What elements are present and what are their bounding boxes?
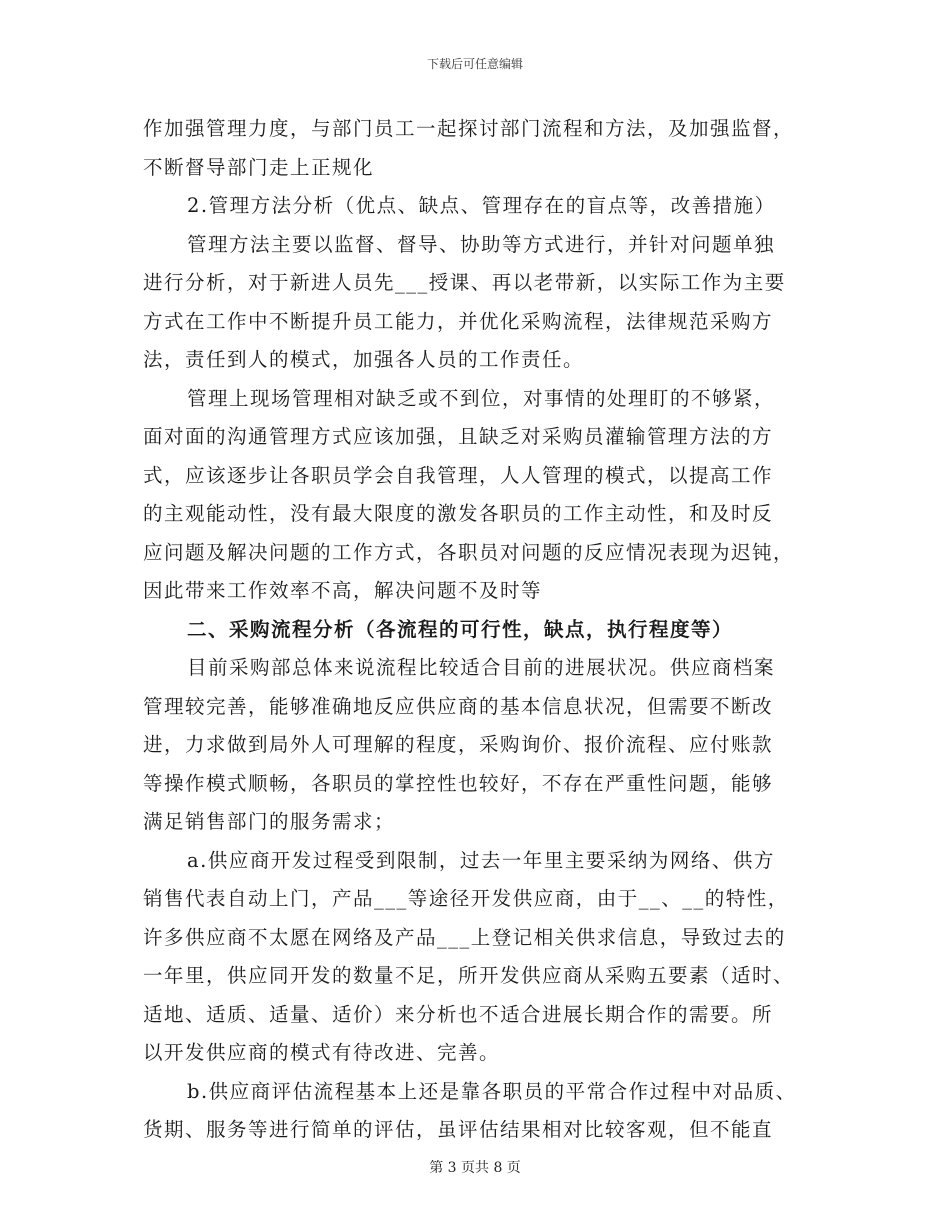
text-line: 管理较完善，能够准确地反应供应商的基本信息状况，但需要不断改 [143, 694, 774, 718]
text-line: 以开发供应商的模式有待改进、完善。 [143, 1041, 501, 1064]
text-line: 应问题及解决问题的工作方式，各职员对问题的反应情况表现为迟钝， [143, 540, 795, 564]
text-line: 货期、服务等进行简单的评估，虽评估结果相对比较客观，但不能直 [143, 1118, 774, 1141]
page-footer: 第 3 页共 8 页 [429, 1160, 521, 1176]
text-line: 管理上现场管理相对缺乏或不到位，对事情的处理盯的不够紧， [187, 386, 776, 410]
text-line: a.供应商开发过程受到限制，过去一年里主要采纳为网络、供方 [187, 848, 775, 872]
document-body [143, 110, 808, 1150]
text-line: 作加强管理力度，与部门员工一起探讨部门流程和方法，及加强监督， [143, 117, 795, 140]
text-line: 因此带来工作效率不高，解决问题不及时等 [143, 579, 543, 602]
text-line: 一年里，供应同开发的数量不足，所开发供应商从采购五要素（适时、 [143, 964, 795, 987]
text-line: 法，责任到人的模式，加强各人员的工作责任。 [143, 348, 585, 371]
text-line: 面对面的沟通管理方式应该加强，且缺乏对采购员灌输管理方法的方 [143, 425, 774, 448]
text-line: 进，力求做到局外人可理解的程度，采购询价、报价流程、应付账款 [143, 733, 774, 756]
text-line: 许多供应商不太愿在网络及产品___上登记相关供求信息，导致过去的 [143, 925, 786, 949]
text-line: 等操作模式顺畅，各职员的掌控性也较好，不存在严重性问题，能够 [143, 771, 774, 795]
text-line: b.供应商评估流程基本上还是靠各职员的平常合作过程中对品质、 [187, 1079, 797, 1103]
text-line: 式，应该逐步让各职员学会自我管理，人人管理的模式，以提高工作 [143, 463, 774, 487]
page-header: 下载后可任意编辑 [426, 57, 523, 71]
text-line: 进行分析，对于新进人员先___授课、再以老带新，以实际工作为主要 [143, 271, 786, 294]
text-line: 不断督导部门走上正规化 [143, 155, 375, 179]
text-line: 2.管理方法分析（优点、缺点、管理存在的盲点等，改善措施） [187, 194, 776, 217]
text-line: 方式在工作中不断提升员工能力，并优化采购流程，法律规范采购方 [143, 309, 774, 333]
text-line: 管理方法主要以监督、督导、协助等方式进行，并针对问题单独 [187, 232, 776, 256]
section-heading: 二、采购流程分析（各流程的可行性，缺点，执行程度等） [187, 617, 734, 641]
text-line: 销售代表自动上门，产品___等途径开发供应商，由于__、__的特性， [143, 887, 789, 910]
text-line: 满足销售部门的服务需求； [143, 810, 396, 833]
text-line: 的主观能动性，没有最大限度的激发各职员的工作主动性，和及时反 [143, 502, 774, 525]
text-line: 适地、适质、适量、适价）来分析也不适合进展长期合作的需要。所 [143, 1002, 774, 1026]
text-line: 目前采购部总体来说流程比较适合目前的进展状况。供应商档案 [187, 656, 776, 679]
